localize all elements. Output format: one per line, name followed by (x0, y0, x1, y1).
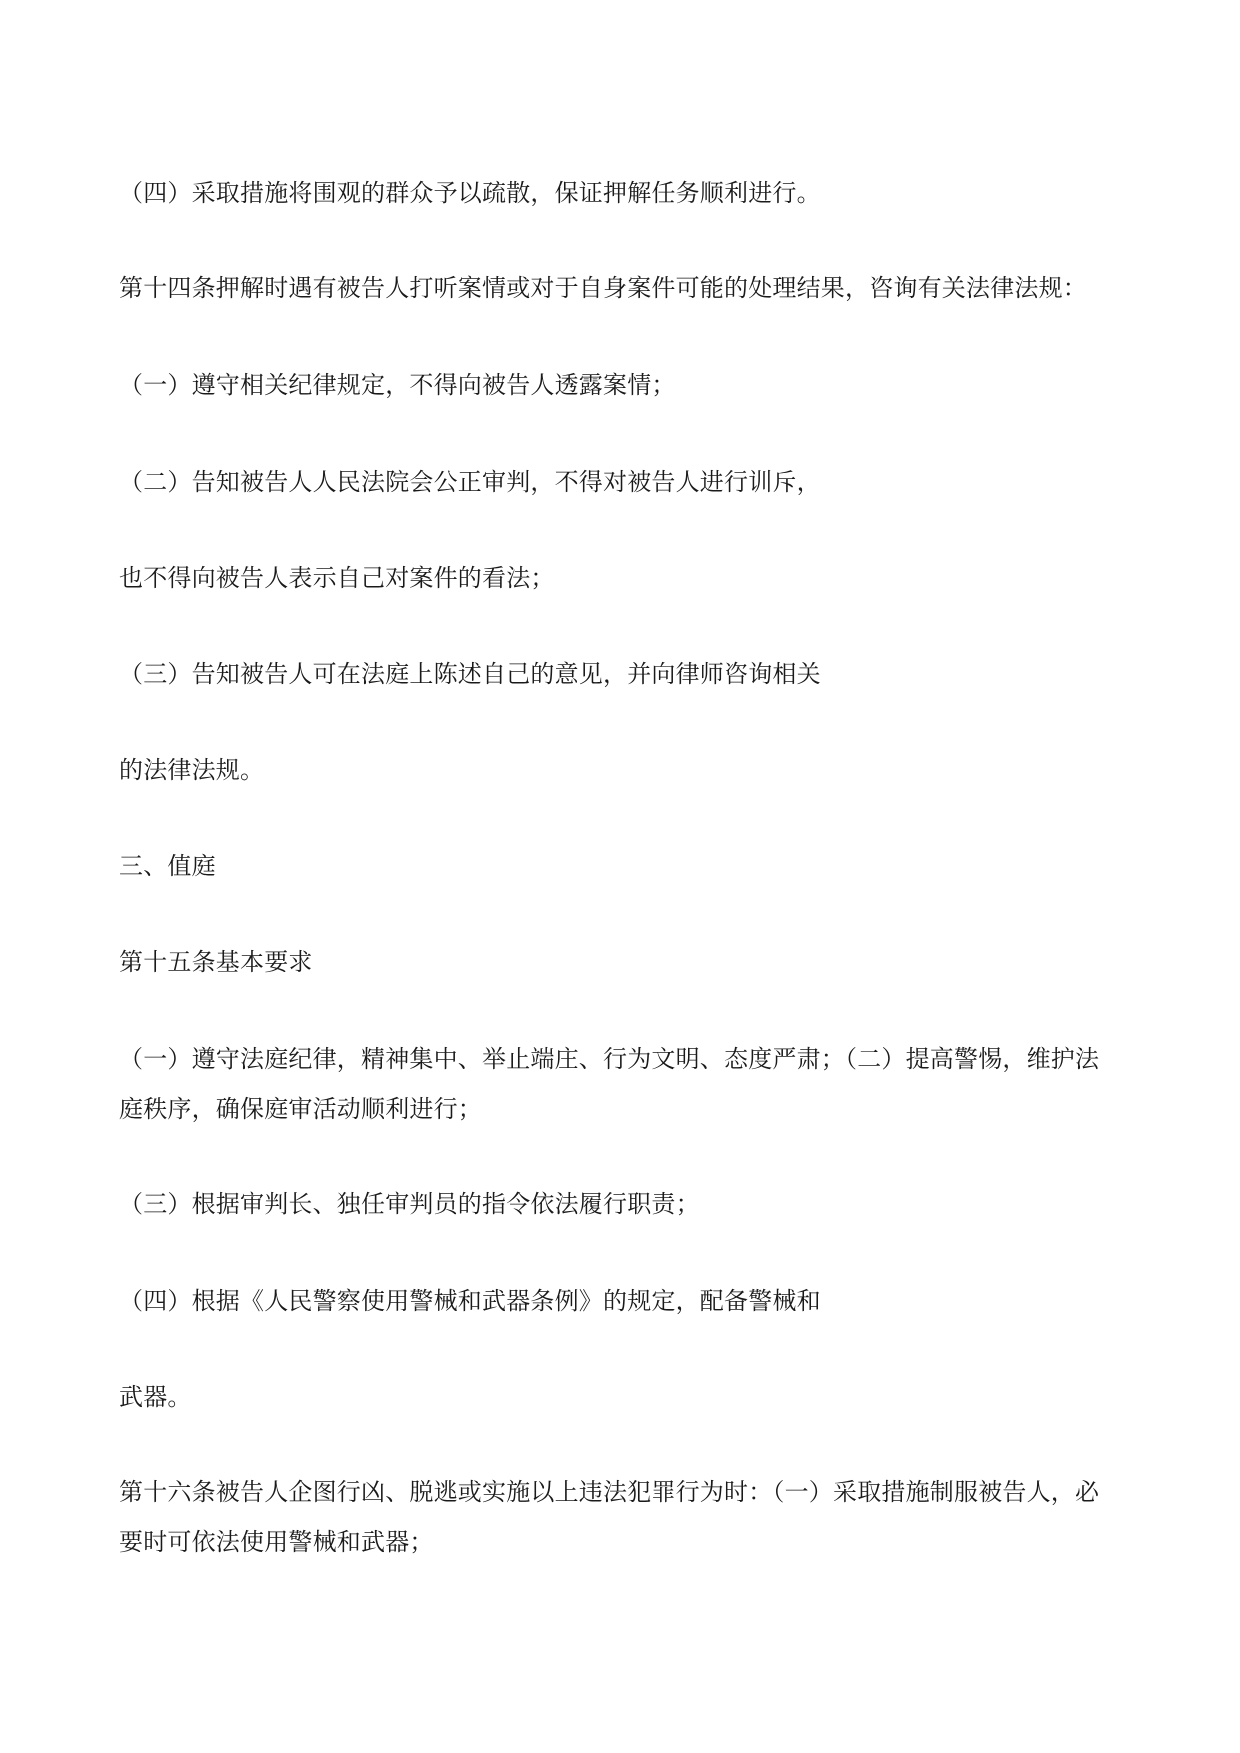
paragraph-line: （二）告知被告人人民法院会公正审判，不得对被告人进行训斥， (119, 468, 821, 496)
paragraph-line: （四）根据《人民警察使用警械和武器条例》的规定，配备警械和 (119, 1287, 821, 1315)
paragraph-line: 也不得向被告人表示自己对案件的看法； (119, 564, 555, 592)
paragraph-line: （一）遵守相关纪律规定，不得向被告人透露案情； (119, 371, 676, 399)
paragraph-line: （三）告知被告人可在法庭上陈述自己的意见，并向律师咨询相关 (119, 660, 821, 688)
paragraph-line: （一）遵守法庭纪律，精神集中、举止端庄、行为文明、态度严肃；（二）提高警惕，维护法 (119, 1045, 1100, 1073)
paragraph-line: （三）根据审判长、独任审判员的指令依法履行职责； (119, 1190, 700, 1218)
paragraph-line: 的法律法规。 (119, 756, 265, 784)
section-heading: 三、值庭 (119, 852, 216, 880)
paragraph-line: 第十四条押解时遇有被告人打听案情或对于自身案件可能的处理结果，咨询有关法律法规： (119, 274, 1087, 302)
article-heading: 第十五条基本要求 (119, 948, 313, 976)
paragraph-line: 第十六条被告人企图行凶、脱逃或实施以上违法犯罪行为时：（一）采取措施制服被告人，必 (119, 1478, 1100, 1506)
paragraph-line: （四）采取措施将围观的群众予以疏散，保证押解任务顺利进行。 (119, 179, 821, 207)
paragraph-line: 要时可依法使用警械和武器； (119, 1528, 434, 1556)
paragraph-line: 武器。 (119, 1383, 192, 1411)
paragraph-line: 庭秩序，确保庭审活动顺利进行； (119, 1095, 482, 1123)
